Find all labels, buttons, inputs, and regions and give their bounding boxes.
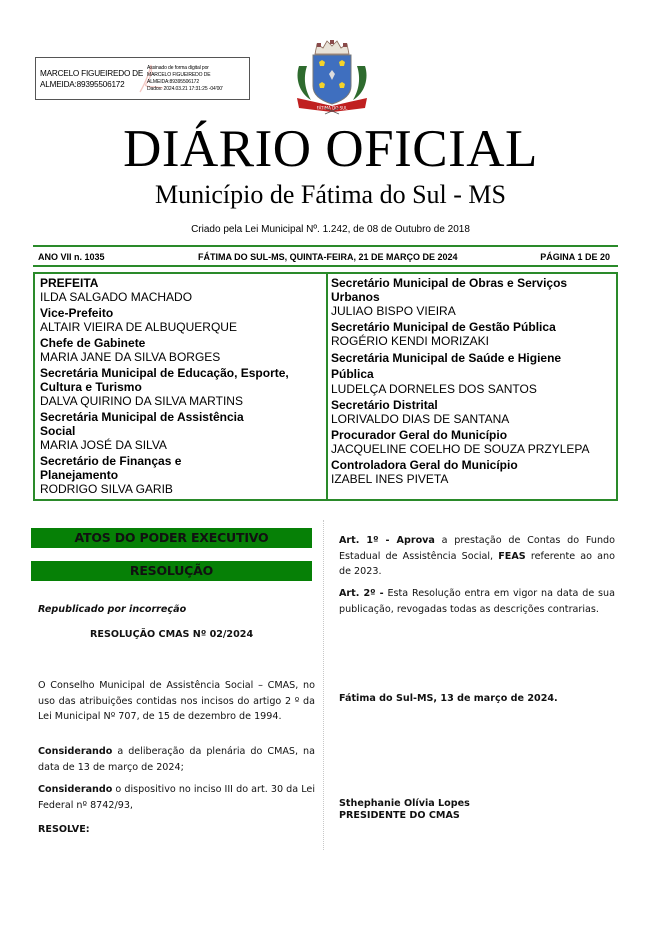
consideration-label: Considerando — [38, 784, 113, 795]
coat-banner-text: FÁTIMA DO SUL — [316, 105, 348, 111]
article-2-label: Art. 2º - — [339, 588, 384, 599]
signer-name-bottom: Sthephanie Olívia Lopes — [339, 798, 470, 809]
consideration-text: o dispositivo no inciso III do art. 30 da Lei Federal nº 8742/93, — [38, 784, 315, 811]
article-1 — [339, 533, 615, 580]
consideration-text: a deliberação da plenária do CMAS, na data de 13 de março de 2024; — [38, 746, 315, 773]
municipal-staff-box — [33, 272, 618, 501]
creation-law-note: Criado pela Lei Municipal Nº. 1.242, de 08 de Outubro de 2018 — [191, 224, 470, 235]
consideration-label: Considerando — [38, 746, 113, 757]
edition-number: ANO VII n. 1035 — [38, 252, 105, 262]
signature-detail-line: MARCELO FIGUEIREDO DE — [147, 71, 211, 78]
staff-role: Secretária Municipal de Assistência Social — [40, 410, 244, 438]
staff-name: ROGÉRIO KENDI MORIZAKI — [331, 334, 490, 348]
staff-name: RODRIGO SILVA GARIB — [40, 482, 173, 496]
staff-role: Secretário Municipal de Gestão Pública — [331, 320, 556, 334]
staff-name: IZABEL INES PIVETA — [331, 472, 449, 486]
page-title: DIÁRIO OFICIAL — [123, 120, 538, 178]
section-header-resolution: RESOLUÇÃO — [31, 561, 312, 581]
staff-role: Secretário Distrital — [331, 398, 438, 412]
column-separator — [323, 520, 324, 850]
staff-column-left — [40, 276, 325, 498]
resolution-title: RESOLUÇÃO CMAS Nº 02/2024 — [90, 629, 254, 640]
staff-role: Chefe de Gabinete — [40, 336, 146, 350]
staff-role: Secretário Municipal de Obras e Serviços Urbanos — [331, 276, 568, 304]
republished-note: Republicado por incorreção — [38, 604, 187, 615]
signature-detail-line: Dados: 2024.03.21 17:31:25 -04'00' — [147, 85, 223, 92]
staff-name: JULIAO BISPO VIEIRA — [331, 304, 456, 318]
staff-role: Secretário de Finanças e Planejamento — [40, 454, 182, 482]
staff-role: PREFEITA — [40, 276, 99, 290]
staff-role: Controladora Geral do Município — [331, 458, 518, 472]
signature-detail-line: Assinado de forma digital por — [147, 64, 209, 71]
edition-info-bar — [38, 250, 610, 264]
digital-signature-box[interactable] — [35, 57, 250, 100]
staff-role: Procurador Geral do Município — [331, 428, 508, 442]
staff-name: JACQUELINE COELHO DE SOUZA PRZYLEPA — [331, 442, 590, 456]
edition-date: FÁTIMA DO SUL-MS, QUINTA-FEIRA, 21 DE MARÇO DE 2024 — [198, 252, 458, 262]
signer-name: MARCELO FIGUEIREDO DE ALMEIDA:89395506172 — [40, 68, 144, 89]
signature-details — [144, 65, 223, 93]
feas-acronym: FEAS — [498, 550, 526, 562]
signer-title: PRESIDENTE DO CMAS — [339, 810, 460, 821]
article-1-text-end: referente ao ano de 2023. — [339, 550, 615, 577]
article-2 — [339, 586, 615, 617]
consideration-paragraph-1 — [38, 744, 315, 775]
top-divider — [33, 245, 618, 247]
staff-name: MARIA JOSÉ DA SILVA — [40, 438, 167, 452]
article-1-text: a prestação de Contas do Fundo Estadual de Assistência Social, — [339, 535, 615, 562]
article-1-label: Art. 1º - Aprova — [339, 535, 435, 546]
staff-column-divider — [326, 274, 328, 499]
article-2-text: Esta Resolução entra em vigor na data de sua publicação, revogadas todas as descrições contrarias. — [339, 588, 615, 615]
page-indicator: PÁGINA 1 DE 20 — [540, 252, 610, 262]
staff-role: Secretária Municipal de Saúde e Higiene Pública — [331, 351, 562, 381]
staff-name: MARIA JANE DA SILVA BORGES — [40, 350, 221, 364]
coat-of-arms-icon — [287, 38, 377, 118]
signature-detail-line: ALMEIDA:89395506172 — [147, 78, 200, 85]
section-header-acts: ATOS DO PODER EXECUTIVO — [31, 528, 312, 548]
signing-place-date: Fátima do Sul-MS, 13 de março de 2024. — [339, 693, 558, 704]
resolve-heading: RESOLVE: — [38, 824, 90, 835]
page-subtitle: Município de Fátima do Sul - MS — [155, 180, 506, 209]
staff-role: Vice-Prefeito — [40, 306, 114, 320]
staff-name: LUDELÇA DORNELES DOS SANTOS — [331, 382, 537, 396]
intro-paragraph: O Conselho Municipal de Assistência Social – CMAS, no uso das atribuições contidas nos incisos do artigo 2 º da Lei Municipal Nº 707, de 15 de dezembro de 1994. — [38, 680, 315, 722]
consideration-paragraph-2 — [38, 782, 315, 813]
staff-name: DALVA QUIRINO DA SILVA MARTINS — [40, 394, 243, 408]
staff-column-right — [331, 276, 614, 488]
staff-name: LORIVALDO DIAS DE SANTANA — [331, 412, 510, 426]
bottom-divider — [33, 265, 618, 267]
staff-name: ALTAIR VIEIRA DE ALBUQUERQUE — [40, 320, 237, 334]
staff-name: ILDA SALGADO MACHADO — [40, 290, 193, 304]
staff-role: Secretária Municipal de Educação, Esporte, Cultura e Turismo — [40, 366, 289, 394]
